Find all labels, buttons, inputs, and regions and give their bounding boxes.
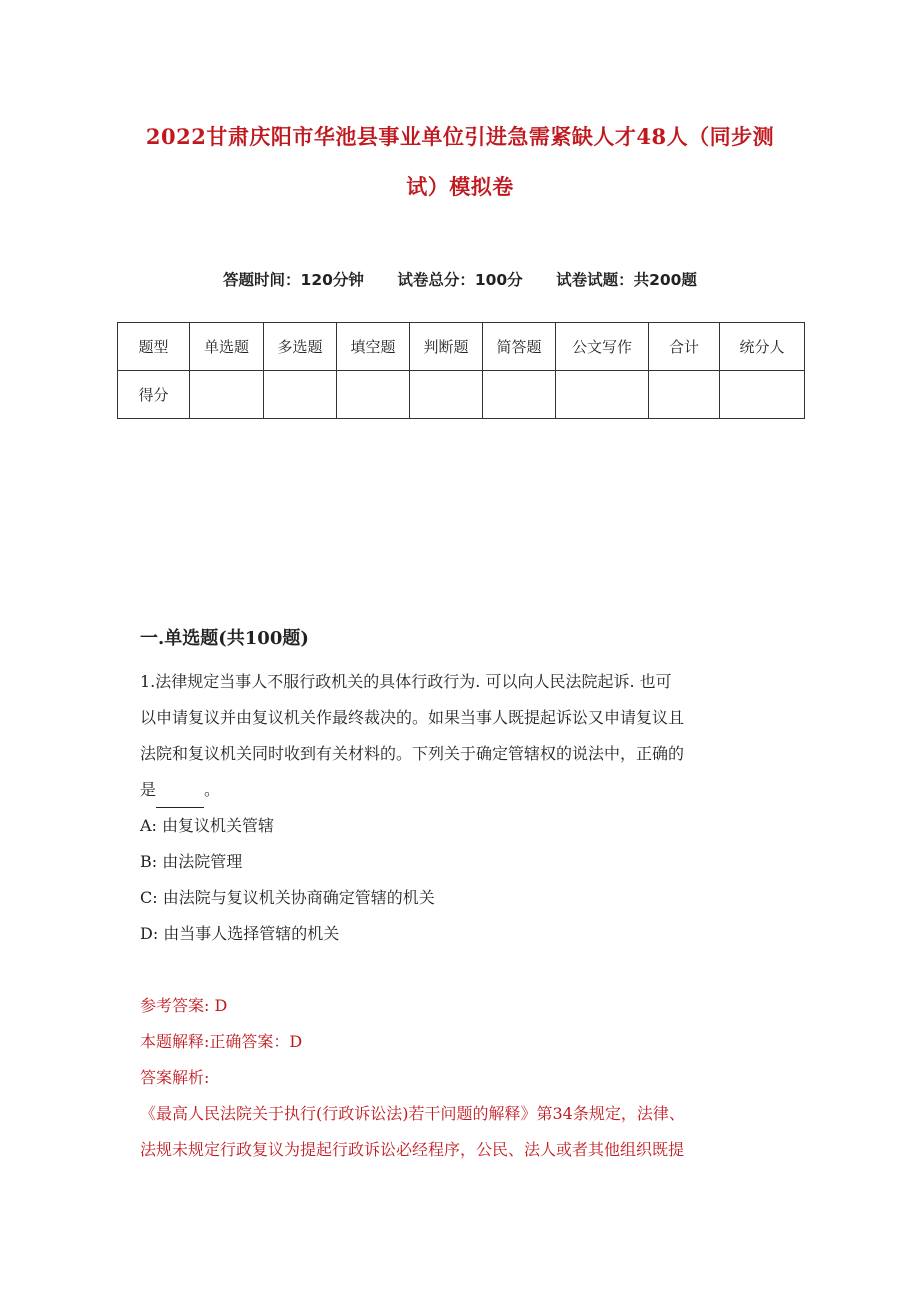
title-line-1: 2022甘肃庆阳市华池县事业单位引进急需紧缺人才48人（同步测	[145, 124, 775, 149]
question-line: 以申请复议并由复议机关作最终裁决的。如果当事人既提起诉讼又申请复议且	[140, 708, 685, 727]
score-table	[117, 322, 805, 419]
section-title: 一.单选题(共100题)	[140, 628, 309, 649]
score-header-cell: 填空题	[337, 323, 410, 371]
score-cell	[264, 371, 337, 419]
reference-answer: 参考答案: D	[140, 996, 228, 1015]
exam-question-count: 试卷试题：共200题	[556, 271, 697, 289]
score-header-cell: 公文写作	[556, 323, 649, 371]
score-header-cell: 合计	[649, 323, 720, 371]
option-c: C: 由法院与复议机关协商确定管辖的机关	[140, 888, 435, 907]
answer-block	[140, 988, 780, 1168]
exam-time: 答题时间：120分钟	[223, 271, 364, 289]
exam-info	[0, 268, 920, 290]
option-d: D: 由当事人选择管辖的机关	[140, 924, 340, 943]
score-table-score-row	[118, 371, 805, 419]
score-header-cell: 单选题	[190, 323, 264, 371]
question-text	[140, 664, 780, 808]
analysis-label: 答案解析:	[140, 1068, 210, 1087]
title-line-2: 试）模拟卷	[406, 174, 514, 199]
answer-blank	[156, 787, 204, 808]
score-table-header-row	[118, 323, 805, 371]
analysis-line: 法规未规定行政复议为提起行政诉讼必经程序，公民、法人或者其他组织既提	[140, 1140, 685, 1159]
option-a: A: 由复议机关管辖	[140, 816, 275, 835]
score-header-cell: 统分人	[720, 323, 805, 371]
score-header-cell: 简答题	[483, 323, 556, 371]
score-cell	[556, 371, 649, 419]
document-title	[100, 112, 820, 212]
explanation-label: 本题解释:正确答案：D	[140, 1032, 303, 1051]
question-line-prefix: 是	[140, 780, 157, 799]
score-cell	[720, 371, 805, 419]
score-header-cell: 多选题	[264, 323, 337, 371]
analysis-line: 《最高人民法院关于执行(行政诉讼法)若干问题的解释》第34条规定，法律、	[140, 1104, 685, 1123]
score-cell	[410, 371, 483, 419]
question-line: 1.法律规定当事人不服行政机关的具体行政行为. 可以向人民法院起诉. 也可	[140, 672, 672, 691]
exam-total-score: 试卷总分：100分	[397, 271, 523, 289]
score-cell	[190, 371, 264, 419]
score-header-cell: 判断题	[410, 323, 483, 371]
score-cell	[649, 371, 720, 419]
score-row-label: 得分	[118, 371, 190, 419]
question-line	[140, 772, 780, 808]
question-line: 法院和复议机关同时收到有关材料的。下列关于确定管辖权的说法中，正确的	[140, 744, 685, 763]
score-cell	[483, 371, 556, 419]
question-line-suffix: 。	[204, 780, 221, 799]
option-b: B: 由法院管理	[140, 852, 243, 871]
option-list	[140, 808, 435, 952]
score-cell	[337, 371, 410, 419]
score-header-cell: 题型	[118, 323, 190, 371]
